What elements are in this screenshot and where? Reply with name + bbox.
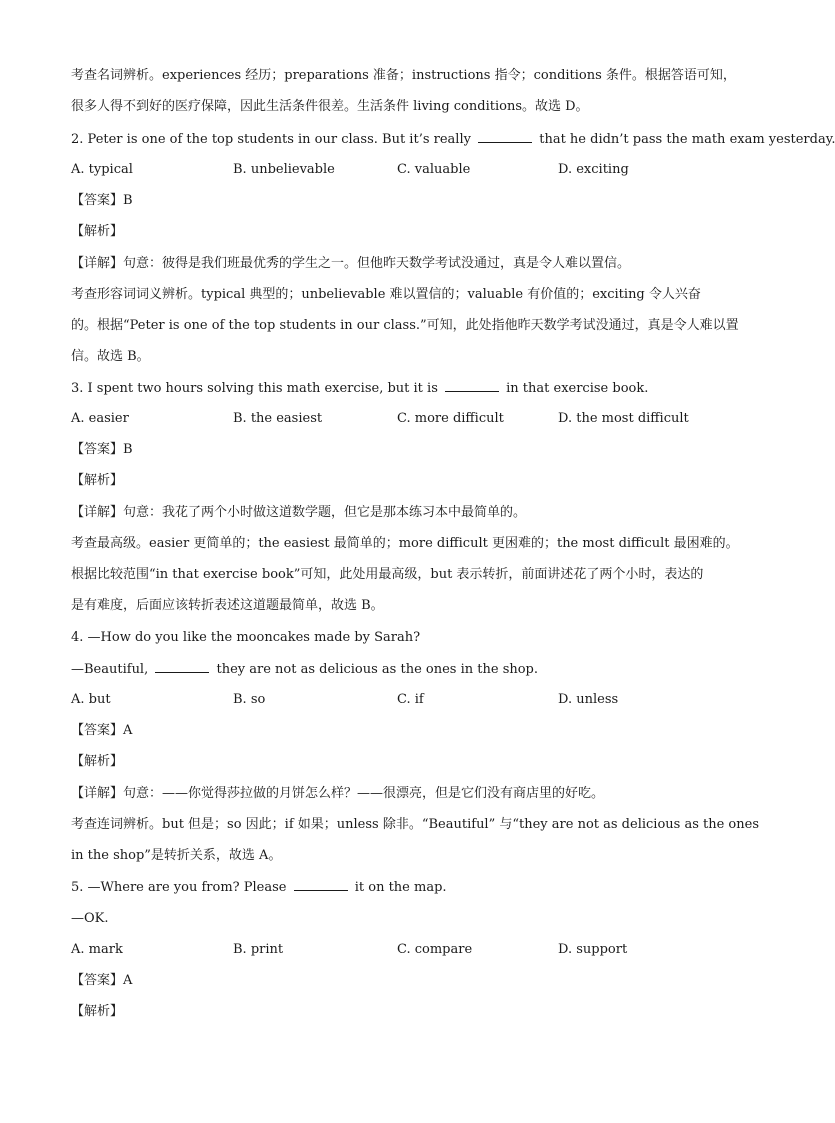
question-4-answer [71, 723, 132, 739]
question-5-option-c: C. compare [397, 942, 473, 957]
question-3-stem-before: 3. I spent two hours solving this math exercise, but it is [71, 381, 442, 396]
question-4-detail-3: in the shop”是转折关系，故选 A。 [71, 848, 282, 863]
answer-label: 【答案】 [71, 442, 124, 457]
question-2-stem-before: 2. Peter is one of the top students in our class. But it’s really [71, 132, 476, 147]
question-5-option-a: A. mark [71, 942, 123, 957]
question-4-detail-1: 【详解】句意：——你觉得莎拉做的月饼怎么样？——很漂亮，但是它们没有商店里的好吃。 [71, 786, 605, 801]
question-5-stem-before: 5. —Where are you from? Please [71, 880, 291, 895]
question-4-stem-after: they are not as delicious as the ones in the shop. [212, 662, 539, 677]
question-5-option-d: D. support [558, 942, 628, 957]
question-4-stem-before: —Beautiful, [71, 662, 153, 677]
question-4-option-b: B. so [233, 692, 266, 707]
question-2-option-a: A. typical [71, 162, 133, 177]
question-2-detail-4: 信。故选 B。 [71, 349, 150, 364]
question-2-answer-value: B [123, 193, 133, 208]
question-2-answer [71, 193, 133, 209]
question-2-detail-2: 考查形容词词义辨析。typical 典型的；unbelievable 难以置信的；valuable 有价值的；exciting 令人兴奋 [71, 287, 701, 302]
intro-line-2: 很多人得不到好的医疗保障，因此生活条件很差。生活条件 living conditions。故选 D。 [71, 99, 589, 114]
question-2-stem-after: that he didn’t pass the math exam yesterday. [535, 132, 835, 147]
question-2-option-c: C. valuable [397, 162, 471, 177]
question-4-option-a: A. but [71, 692, 111, 707]
question-2-stem [71, 131, 835, 148]
question-3-option-d: D. the most difficult [558, 411, 689, 426]
question-3-answer [71, 442, 133, 458]
question-4-detail-2: 考查连词辨析。but 但是；so 因此；if 如果；unless 除非。“Beautiful” 与“they are not as delicious as the ones [71, 817, 759, 832]
question-4-answer-value: A [123, 723, 133, 738]
question-4-analysis-label: 【解析】 [71, 754, 124, 769]
question-4-blank [155, 661, 209, 673]
question-3-option-a: A. easier [71, 411, 129, 426]
question-5-answer [71, 973, 132, 989]
question-4-stem-line-1: 4. —How do you like the mooncakes made by Sarah? [71, 630, 421, 645]
question-3-detail-4: 是有难度，后面应该转折表述这道题最简单，故选 B。 [71, 598, 384, 613]
answer-label: 【答案】 [71, 193, 124, 208]
question-3-answer-value: B [123, 442, 133, 457]
intro-line-1: 考查名词辨析。experiences 经历；preparations 准备；instructions 指令；conditions 条件。根据答语可知， [71, 68, 736, 83]
question-5-stem-line-2: —OK. [71, 911, 109, 926]
question-3-detail-1: 【详解】句意：我花了两个小时做这道数学题，但它是那本练习本中最简单的。 [71, 505, 527, 520]
question-5-option-b: B. print [233, 942, 284, 957]
question-4-option-c: C. if [397, 692, 424, 707]
question-4-option-d: D. unless [558, 692, 619, 707]
question-3-stem-after: in that exercise book. [502, 381, 649, 396]
question-3-option-b: B. the easiest [233, 411, 323, 426]
question-2-option-b: B. unbelievable [233, 162, 335, 177]
answer-label: 【答案】 [71, 973, 124, 988]
question-5-stem-after: it on the map. [350, 880, 447, 895]
question-5-answer-value: A [123, 973, 133, 988]
question-4-stem [71, 661, 538, 678]
question-2-option-d: D. exciting [558, 162, 629, 177]
question-5-stem [71, 879, 447, 896]
question-5-analysis-label: 【解析】 [71, 1004, 124, 1019]
question-3-option-c: C. more difficult [397, 411, 504, 426]
question-3-detail-2: 考查最高级。easier 更简单的；the easiest 最简单的；more difficult 更困难的；the most difficult 最困难的。 [71, 536, 739, 551]
question-2-analysis-label: 【解析】 [71, 224, 124, 239]
question-5-blank [294, 879, 348, 891]
question-2-detail-1: 【详解】句意：彼得是我们班最优秀的学生之一。但他昨天数学考试没通过，真是令人难以置信。 [71, 256, 631, 271]
question-3-blank [445, 380, 499, 392]
question-2-blank [478, 131, 532, 143]
question-3-stem [71, 380, 648, 397]
question-3-analysis-label: 【解析】 [71, 473, 124, 488]
question-2-detail-3: 的。根据“Peter is one of the top students in our class.”可知，此处指他昨天数学考试没通过，真是令人难以置 [71, 318, 739, 333]
answer-label: 【答案】 [71, 723, 124, 738]
question-3-detail-3: 根据比较范围“in that exercise book”可知，此处用最高级，but 表示转折，前面讲述花了两个小时，表达的 [71, 567, 704, 582]
